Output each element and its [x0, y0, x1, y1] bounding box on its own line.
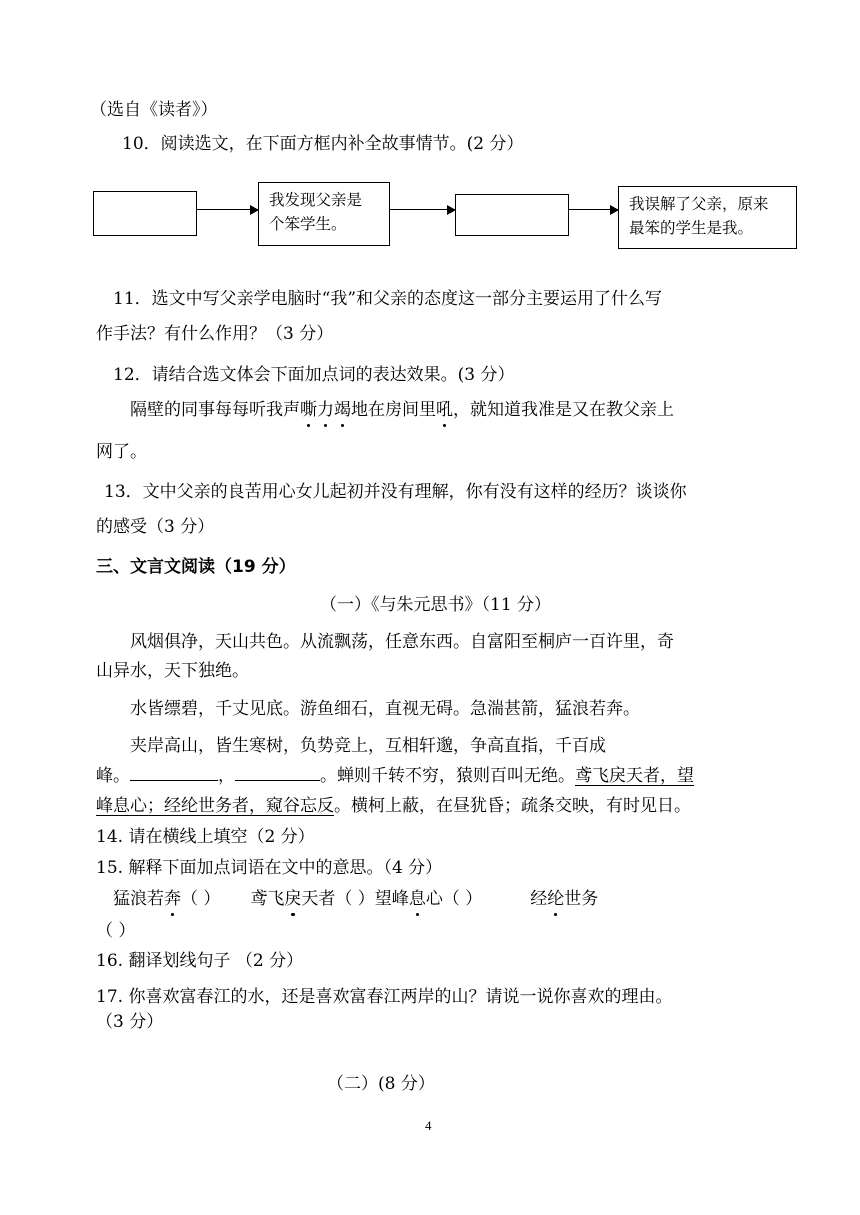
question-13-line-2: 的感受（3 分）	[96, 517, 215, 537]
flow-box-4-line-1: 我误解了父亲，原来	[629, 195, 769, 213]
question-15-items	[113, 888, 598, 910]
p3-text-a: 峰。	[96, 766, 130, 786]
fill-blank-1[interactable]	[130, 764, 218, 781]
dotted-char-jie: 竭	[334, 400, 351, 420]
dotted-char-li: 力	[317, 400, 334, 420]
question-17-line-1: 17. 你喜欢富春江的水，还是喜欢富春江两岸的山？请说一说你喜欢的理由。	[96, 987, 673, 1007]
dotted-char-hou: 吼	[436, 400, 453, 420]
item-1-text: 猛浪若	[113, 889, 164, 909]
question-11-line-2: 作手法？有什么作用？（3 分）	[96, 324, 334, 344]
underlined-sentence-part-2: 峰息心；经纶世务者，窥谷忘反	[96, 796, 334, 816]
section-3-heading: 三、文言文阅读（19 分）	[96, 557, 296, 577]
p3-text-b: ，	[218, 766, 235, 786]
item-2-rest: 天者（ ）望峰	[301, 889, 409, 909]
flow-box-blank-3[interactable]	[455, 194, 569, 236]
p3-text-rest: 。横柯上蔽，在昼犹昏；疏条交映，有时见日。	[334, 796, 691, 816]
question-16: 16. 翻译划线句子 （2 分）	[96, 951, 304, 971]
dotted-char-xi: 息	[408, 889, 426, 909]
item-4-rest: 世务	[564, 889, 599, 909]
item-4-text: 经	[530, 889, 548, 909]
question-12: 12．请结合选文体会下面加点词的表达效果。(3 分）	[113, 365, 515, 385]
question-12-quote	[130, 399, 674, 421]
p3-text-c: 。蝉则千转不穷，猿则百叫无绝。	[320, 766, 575, 786]
flow-box-4-line-2: 最笨的学生是我。	[629, 219, 754, 237]
underlined-sentence-part-1: 鸢飞戾天者，望	[575, 766, 694, 786]
answer-blank-1[interactable]: （ ）	[181, 889, 221, 909]
passage-p3-line-2	[96, 764, 694, 787]
dotted-char-li2: 戾	[284, 889, 302, 909]
flow-box-2-line-2: 个笨学生。	[269, 215, 347, 233]
question-15-blank-cont[interactable]: （ ）	[96, 921, 136, 941]
question-11-line-1: 11．选文中写父亲学电脑时“我”和父亲的态度这一部分主要运用了什么写	[113, 289, 663, 309]
page-number: 4	[425, 1118, 432, 1133]
passage-p1-line-2: 山异水，天下独绝。	[96, 661, 249, 681]
passage-p3-line-1: 夹岸高山，皆生寒树，负势竞上，互相轩邈，争高直指，千百成	[130, 736, 606, 756]
item-2-text: 鸢飞	[250, 889, 285, 909]
source-attribution: （选自《读者》）	[90, 100, 218, 120]
subsection-2-heading: （二）(8 分）	[327, 1074, 435, 1094]
flow-box-blank-1[interactable]	[93, 191, 197, 236]
quote-text-2: 地在房间里	[351, 400, 436, 420]
flow-box-2-line-1: 我发现父亲是	[269, 191, 363, 209]
flow-box-2	[258, 182, 390, 246]
question-13-line-1: 13．文中父亲的良苦用心女儿起初并没有理解，你有没有这样的经历？谈谈你	[104, 482, 687, 502]
dotted-char-lun: 纶	[547, 889, 565, 909]
quote-text-1: 隔壁的同事每每听我声	[130, 400, 300, 420]
fill-blank-2[interactable]	[235, 764, 320, 781]
passage-p2: 水皆缥碧，千丈见底。游鱼细石，直视无碍。急湍甚箭，猛浪若奔。	[130, 699, 640, 719]
passage-p1-line-1: 风烟俱净，天山共色。从流飘荡，任意东西。自富阳至桐庐一百许里，奇	[130, 632, 674, 652]
question-12-quote-line-2: 网了。	[96, 442, 147, 462]
quote-text-3: ，就知道我准是又在教父亲上	[453, 400, 674, 420]
question-10: 10．阅读选文，在下面方框内补全故事情节。(2 分）	[122, 134, 524, 154]
flow-arrow-3	[569, 209, 618, 210]
question-17-line-2: （3 分）	[96, 1012, 164, 1032]
flow-arrow-1	[197, 209, 258, 210]
passage-p3-line-3	[96, 795, 691, 817]
question-15: 15. 解释下面加点词语在文中的意思。（4 分）	[96, 858, 443, 878]
subsection-1-heading: （一）《与朱元思书》（11 分）	[320, 595, 552, 615]
item-3-rest: 心（ ）	[425, 889, 483, 909]
dotted-char-ben: 奔	[164, 889, 181, 909]
flow-arrow-2	[390, 209, 455, 210]
dotted-char-si: 嘶	[300, 400, 317, 420]
question-14: 14. 请在横线上填空（2 分）	[96, 827, 315, 847]
flow-box-4	[618, 186, 797, 249]
